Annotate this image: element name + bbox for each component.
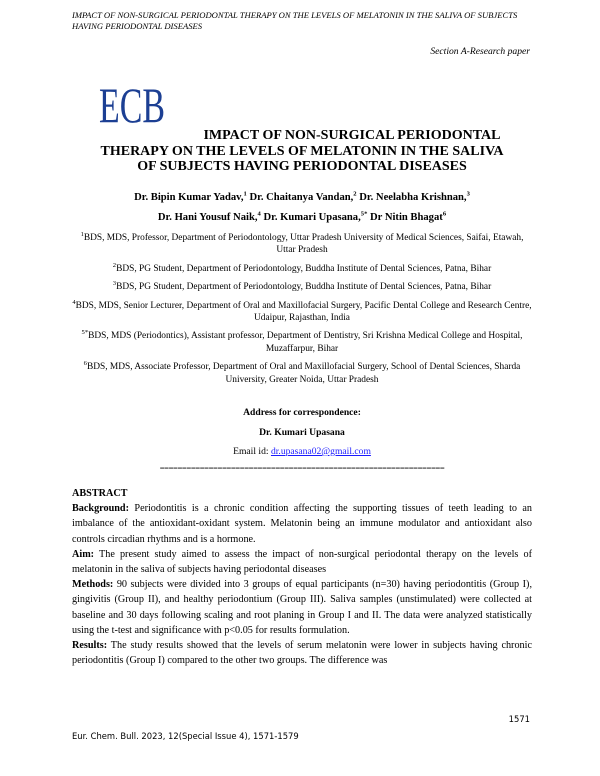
email-label: Email id: — [233, 446, 269, 457]
author-sup: 1 — [243, 190, 247, 198]
correspondence-block — [72, 403, 532, 462]
abstract-aim — [72, 547, 532, 577]
affiliation-sup: 1 — [80, 230, 84, 238]
affiliation — [72, 361, 532, 386]
affiliation-text: BDS, PG Student, Department of Periodontology, Buddha Institute of Dental Sciences, Patna, Bihar — [116, 263, 492, 274]
author-line-2 — [72, 208, 532, 228]
affiliation-sup: 4 — [72, 298, 76, 306]
abstract — [72, 486, 532, 668]
title-line-3: OF SUBJECTS HAVING PERIODONTAL DISEASES — [137, 159, 467, 175]
affiliation-list — [72, 232, 532, 392]
background-label: Background: — [72, 503, 129, 515]
affiliation — [72, 300, 532, 325]
author-name: Dr. Bipin Kumar Yadav, — [134, 192, 244, 203]
author-name: Dr. Kumari Upasana, — [263, 212, 361, 223]
author-name: Dr. Neelabha Krishnan, — [359, 192, 467, 203]
author-name: Dr Nitin Bhagat — [370, 212, 443, 223]
email-link[interactable]: dr.upasana02@gmail.com — [270, 446, 371, 457]
methods-label: Methods: — [72, 579, 114, 591]
affiliation-text: BDS, MDS, Professor, Department of Periodontology, Uttar Pradesh University of Medical Sciences, Saifai, Etawah, Uttar Pradesh — [83, 233, 524, 256]
abstract-background — [72, 501, 532, 547]
abstract-heading: ABSTRACT — [72, 488, 128, 499]
affiliation-sup: 5* — [81, 329, 89, 337]
journal-logo — [98, 72, 168, 134]
affiliation-text: BDS, MDS, Senior Lecturer, Department of Oral and Maxillofacial Surgery, Pacific Dental College and Research Centre, Udaipur, Rajasthan, India — [75, 300, 532, 324]
author-sup: 3 — [466, 190, 470, 198]
running-header: IMPACT OF NON-SURGICAL PERIODONTAL THERAPY ON THE LEVELS OF MELATONIN IN THE SALIVA OF SUBJECTS HAVING PERIODONTAL DISEASES — [72, 10, 518, 31]
page-number: 1571 — [508, 714, 530, 724]
affiliation-text: BDS, MDS, Associate Professor, Department of Oral and Maxillofacial Surgery, School of Dental Sciences, Sharda University, Greater Noida, Uttar Pradesh — [86, 362, 521, 385]
section-label: Section A-Research paper — [430, 46, 530, 57]
affiliation-sup: 2 — [112, 261, 117, 269]
aim-label: Aim: — [72, 548, 95, 560]
title-line-1: IMPACT OF NON-SURGICAL PERIODONTAL — [203, 128, 501, 143]
author-sup: 2 — [353, 190, 357, 198]
author-sup: 4 — [257, 210, 261, 218]
results-label: Results: — [72, 640, 108, 652]
methods-text: 90 subjects were divided into 3 groups of equal participants (n=30) having periodontitis (Group I), gingivitis (Group II), and healthy periodontium (Group III). Saliva samples (unstimulated) were collected at baseline and 30 days following scaling and root planing in Group I and II. The data were analyzed statistically using the t-test and significance with p<0.05 for results formulation. — [72, 579, 532, 636]
affiliation-sup: 3 — [112, 280, 117, 288]
email-line — [72, 442, 532, 462]
author-list — [72, 188, 532, 228]
correspondence-name: Dr. Kumari Upasana — [259, 426, 345, 438]
title-line-2: THERAPY ON THE LEVELS OF MELATONIN IN THE SALIVA — [100, 143, 504, 159]
abstract-methods — [72, 577, 532, 638]
author-sup: 6 — [442, 210, 447, 218]
paper-title — [72, 128, 532, 175]
author-line-1 — [72, 188, 532, 208]
logo-letters: ECB — [99, 77, 165, 133]
aim-text: The present study aimed to assess the impact of non-surgical periodontal therapy on the levels of melatonin in the saliva of subjects having periodontal diseases — [72, 548, 532, 576]
author-name: Dr. Chaitanya Vandan, — [249, 192, 354, 203]
author-sup: 5* — [360, 210, 368, 218]
affiliation — [72, 263, 532, 275]
abstract-results — [72, 638, 532, 668]
footer-citation: Eur. Chem. Bull. 2023, 12(Special Issue 4), 1571-1579 — [72, 731, 299, 741]
affiliation — [72, 281, 532, 293]
affiliation-text: BDS, MDS (Periodontics), Assistant professor, Department of Dentistry, Sri Krishna Medical College and Hospital, Muzaffarpur, Bihar — [88, 331, 523, 354]
affiliation-sup: 6 — [83, 360, 87, 368]
affiliation — [72, 232, 532, 257]
affiliation — [72, 330, 532, 355]
correspondence-label: Address for correspondence: — [243, 407, 361, 418]
affiliation-text: BDS, PG Student, Department of Periodontology, Buddha Institute of Dental Sciences, Patna, Bihar — [116, 282, 492, 293]
section-divider: ================================================================ — [159, 463, 445, 473]
results-text: The study results showed that the levels of serum melatonin were lower in subjects having chronic periodontitis (Group I) compared to the other two groups. The difference was — [72, 640, 532, 667]
author-name: Dr. Hani Yousuf Naik, — [157, 212, 258, 223]
background-text: Periodontitis is a chronic condition affecting the supporting tissues of teeth leading to an imbalance of the antioxidant-oxidant system. Melatonin being an immune modulator and antioxidant also controls circadian rhythms and is a hormone. — [72, 503, 532, 545]
